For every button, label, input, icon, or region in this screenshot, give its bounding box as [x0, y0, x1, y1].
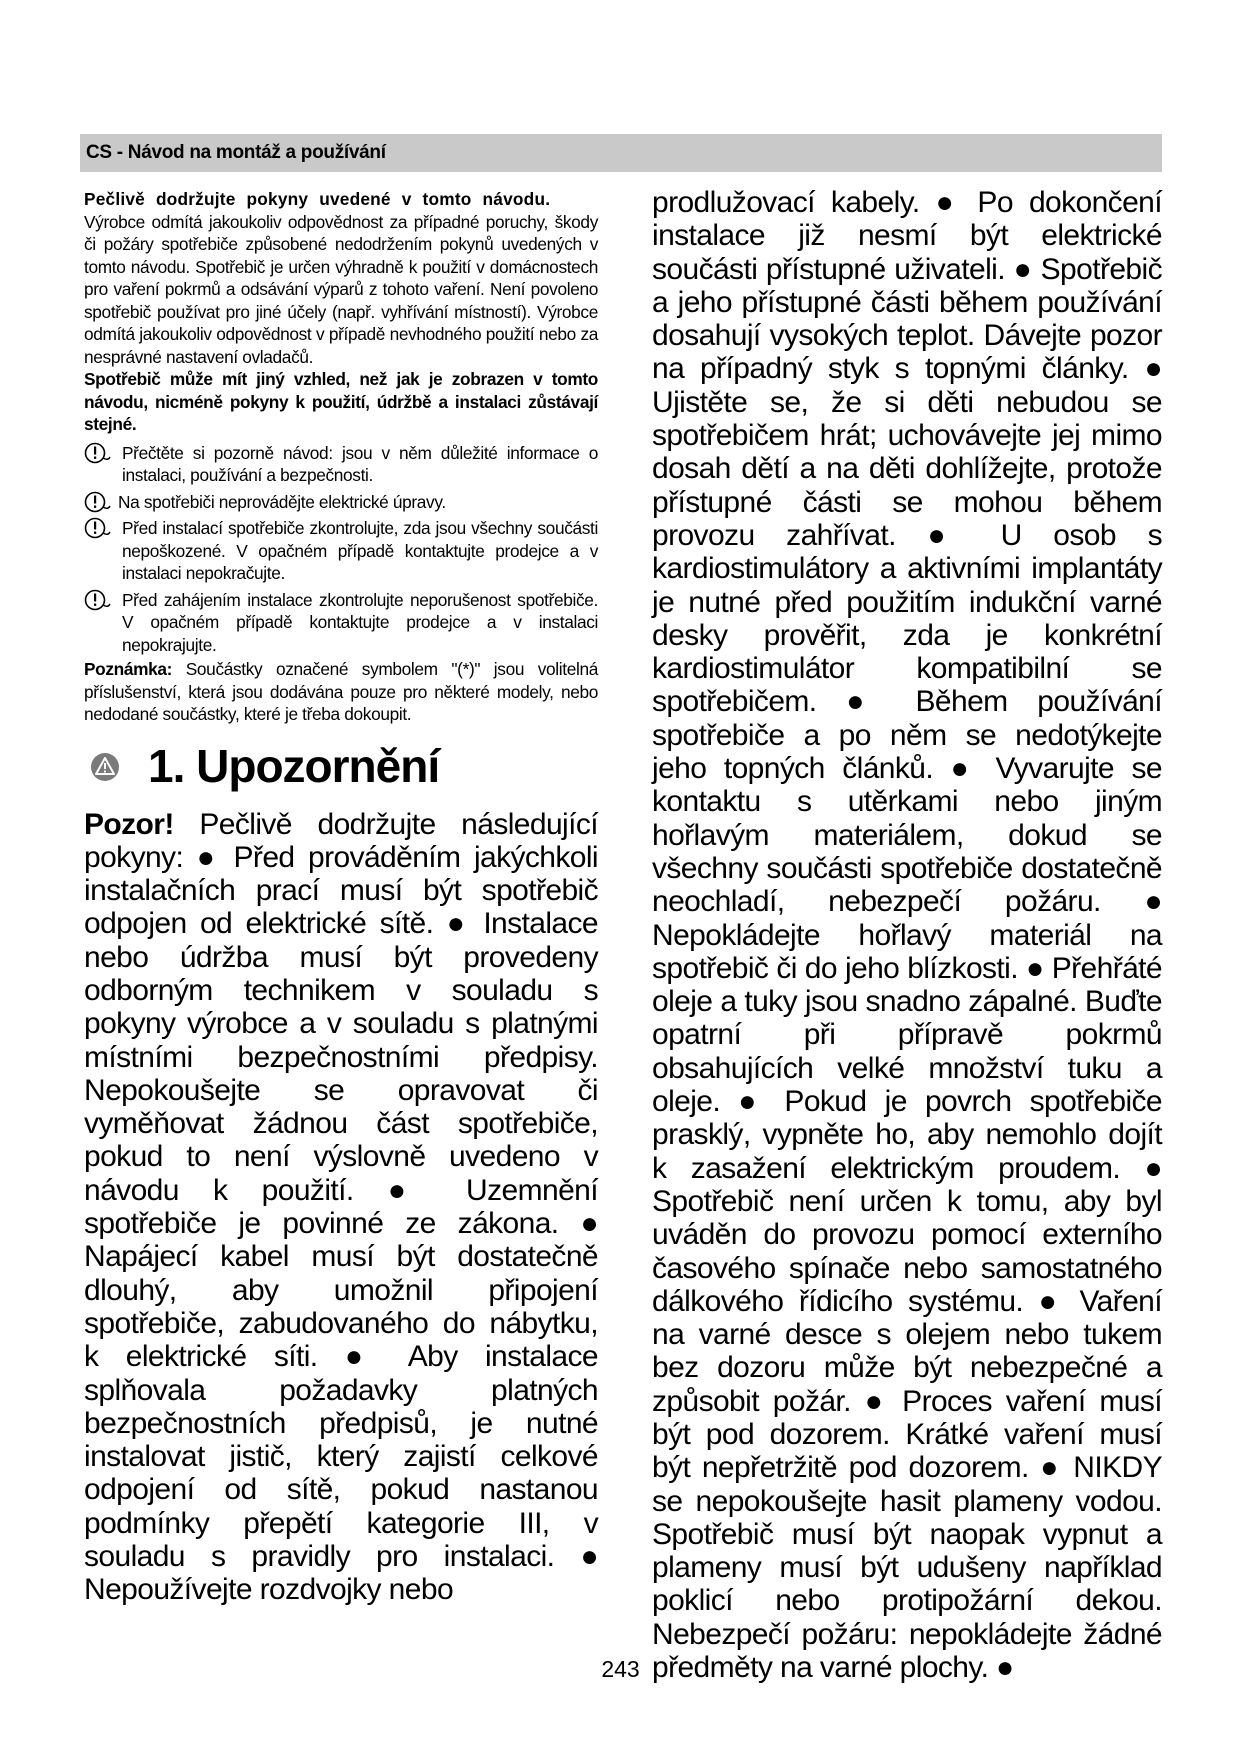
note-block	[84, 658, 598, 726]
header-title: CS - Návod na montáž a používání	[86, 142, 386, 163]
info-circle-icon	[84, 491, 112, 513]
info-circle-icon	[84, 517, 112, 539]
section-heading	[84, 738, 598, 802]
notice-text: Na spotřebiči neprovádějte elektrické úpravy.	[118, 491, 446, 512]
notice-text: Před instalací spotřebiče zkontrolujte, zda jsou všechny součásti nepoškozené. V opačném případě kontaktujte prodejce a v instalaci nepokračujte.	[122, 518, 598, 583]
intro-text: Výrobce odmítá jakoukoliv odpovědnost za případné poruchy, škody či požáry spotřebiče způsobené nedodržením pokynů uvedených v tomto návodu. Spotřebič je určen výhradně k použití v domácnostech pro vaření pokrmů a odsávání výparů z tohoto vaření. Není povoleno spotřebič používat pro jiné účely (např. vyhřívání místností). Výrobce odmítá jakoukoliv odpovědnost v případě nevhodného použití nebo za nesprávné nastavení ovladačů.	[84, 211, 598, 367]
right-text: prodlužovací kabely. ● Po dokončení instalace již nesmí být elektrické součásti přístupné uživateli. ● Spotřebič a jeho přístupné části během používání dosahují vysokých teplot. Dávejte pozor na případný styk s topnými články. ● Ujistěte se, že si děti nebudou se spotřebičem hrát; uchovávejte jej mimo dosah dětí a na děti dohlížejte, protože přístupné části se mohou během provozu zahřívat. ● U osob s kardiostimulátory a aktivními implantáty je nutné před použitím indukční varné desky prověřit, zda je konkrétní kardiostimulátor kompatibilní se spotřebičem. ● Během používání spotřebiče a po něm se nedotýkejte jeho topných článků. ● Vyvarujte se kontaktu s utěrkami nebo jiným hořlavým materiálem, dokud se všechny součásti spotřebiče dostatečně neochladí, nebezpečí požáru. ● Nepokládejte hořlavý materiál na spotřebič či do jeho blízkosti. ● Přehřáté oleje a tuky jsou snadno zápalné. Buďte opatrní při přípravě pokrmů obsahujících velké množství tuku a oleje. ● Pokud je povrch spotřebiče prasklý, vypněte ho, aby nemohlo dojít k zasažení elektrickým proudem. ● Spotřebič není určen k tomu, aby byl uváděn do provozu pomocí externího časového spínače nebo samostatného dálkového řídicího systému. ● Vaření na varné desce s olejem nebo tukem bez dozoru může být nebezpečné a způsobit požár. ● Proces vaření musí být pod dozorem. Krátké vaření musí být nepřetržitě pod dozorem. ● NIKDY se nepokoušejte hasit plameny vodou. Spotřebič musí být naopak vypnut a plameny musí být udušeny například poklicí nebo protipožární dekou. Nebezpečí požáru: nepokládejte žádné předměty na varné plochy. ●	[652, 186, 1162, 1685]
notice-text: Před zahájením instalace zkontrolujte neporušenost spotřebiče. V opačném případě kontaktujte prodejce a v instalaci nepokrajujte.	[122, 589, 598, 655]
intro-block	[84, 188, 598, 436]
warning-text-block	[84, 808, 598, 1607]
intro-bold: Pečlivě dodržujte pokyny uvedené v tomto návodu.	[84, 189, 551, 209]
notice-item	[84, 517, 598, 585]
notice-item	[84, 589, 598, 657]
warning-text: Pečlivě dodržujte následující pokyny: ● Před prováděním jakýchkoli instalačních prací musí být spotřebič odpojen od elektrické sítě. ● Instalace nebo údržba musí být provedeny odborným technikem v souladu s pokyny výrobce a v souladu s platnými místními bezpečnostními předpisy. Nepokoušejte se opravovat či vyměňovat žádnou část spotřebiče, pokud to není výslovně uvedeno v návodu k použití. ● Uzemnění spotřebiče je povinné ze zákona. ● Napájecí kabel musí být dostatečně dlouhý, aby umožnil připojení spotřebiče, zabudovaného do nábytku, k elektrické síti. ● Aby instalace splňovala požadavky platných bezpečnostních předpisů, je nutné instalovat jistič, který zajistí celkové odpojení od sítě, pokud nastanou podmínky přepětí kategorie III, v souladu s pravidly pro instalaci. ● Nepoužívejte rozdvojky nebo	[84, 807, 598, 1607]
pozor-label: Pozor!	[84, 807, 174, 841]
note-text: Součástky označené symbolem "(*)" jsou volitelná příslušenství, která jsou dodávána pouze pro některé modely, nebo nedodané součástky, které je třeba dokoupit.	[84, 659, 598, 724]
section-header-bar	[80, 134, 1162, 172]
notice-text: Přečtěte si pozorně návod: jsou v něm důležité informace o instalaci, používání a bezpečnosti.	[122, 442, 598, 485]
info-circle-icon	[84, 589, 112, 611]
notice-item	[84, 491, 598, 514]
warning-icon	[90, 752, 120, 782]
section-title: 1. Upozornění	[148, 739, 440, 792]
note-label: Poznámka:	[84, 659, 173, 679]
appearance-note: Spotřebič může mít jiný vzhled, než jak je zobrazen v tomto návodu, nicméně pokyny k použití, údržbě a instalaci zůstávají stejné.	[84, 369, 598, 434]
notice-item	[84, 442, 598, 487]
left-column	[84, 188, 598, 1607]
page-number: 243	[601, 1656, 640, 1682]
notice-list	[84, 442, 598, 657]
info-circle-icon	[84, 442, 112, 464]
right-column	[652, 186, 1162, 1684]
right-text-block	[652, 186, 1162, 1684]
